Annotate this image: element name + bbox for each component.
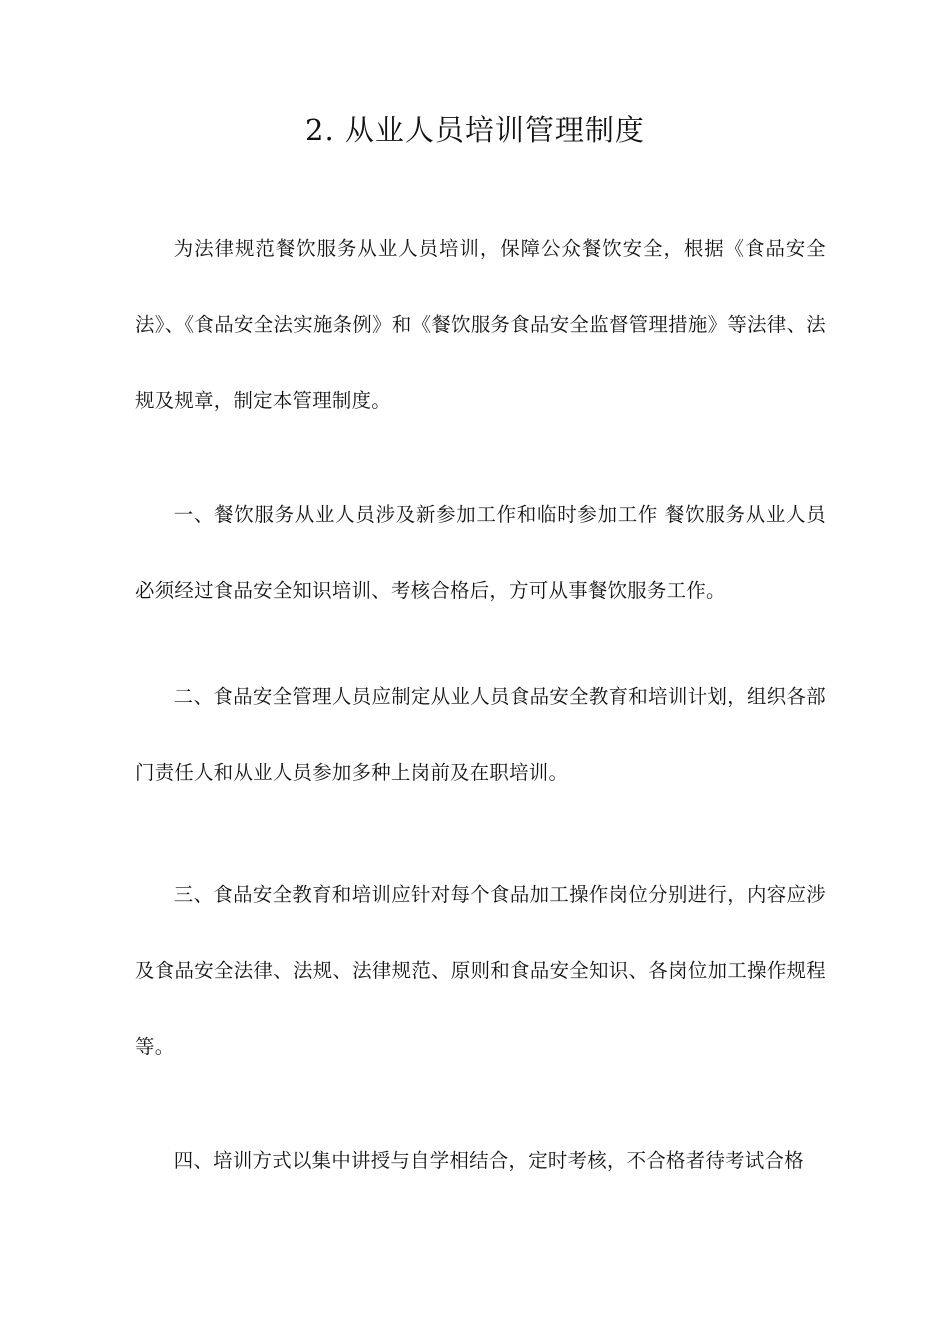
paragraph-item-2: 二、食品安全管理人员应制定从业人员食品安全教育和培训计划，组织各部门责任人和从业人员参加多种上岗前及在职培训。 (135, 685, 826, 784)
paragraph-item-4: 四、培训方式以集中讲授与自学相结合，定时考核，不合格者待考试合格 (173, 1149, 804, 1172)
paragraph-intro: 为法律规范餐饮服务从业人员培训，保障公众餐饮安全，根据《食品安全法》、《食品安全法实施条例》和《餐饮服务食品安全监督管理措施》等法律、法规及规章，制定本管理制度。 (135, 237, 826, 412)
paragraph-item-3: 三、食品安全教育和培训应针对每个食品加工操作岗位分别进行，内容应涉及食品安全法律、法规、法律规范、原则和食品安全知识、各岗位加工操作规程等。 (135, 883, 826, 1058)
document-title: 2. 从业人员培训管理制度 (305, 113, 645, 147)
paragraph-item-1: 一、餐饮服务从业人员涉及新参加工作和临时参加工作 餐饮服务从业人员必须经过食品安全知识培训、考核合格后，方可从事餐饮服务工作。 (135, 503, 826, 602)
